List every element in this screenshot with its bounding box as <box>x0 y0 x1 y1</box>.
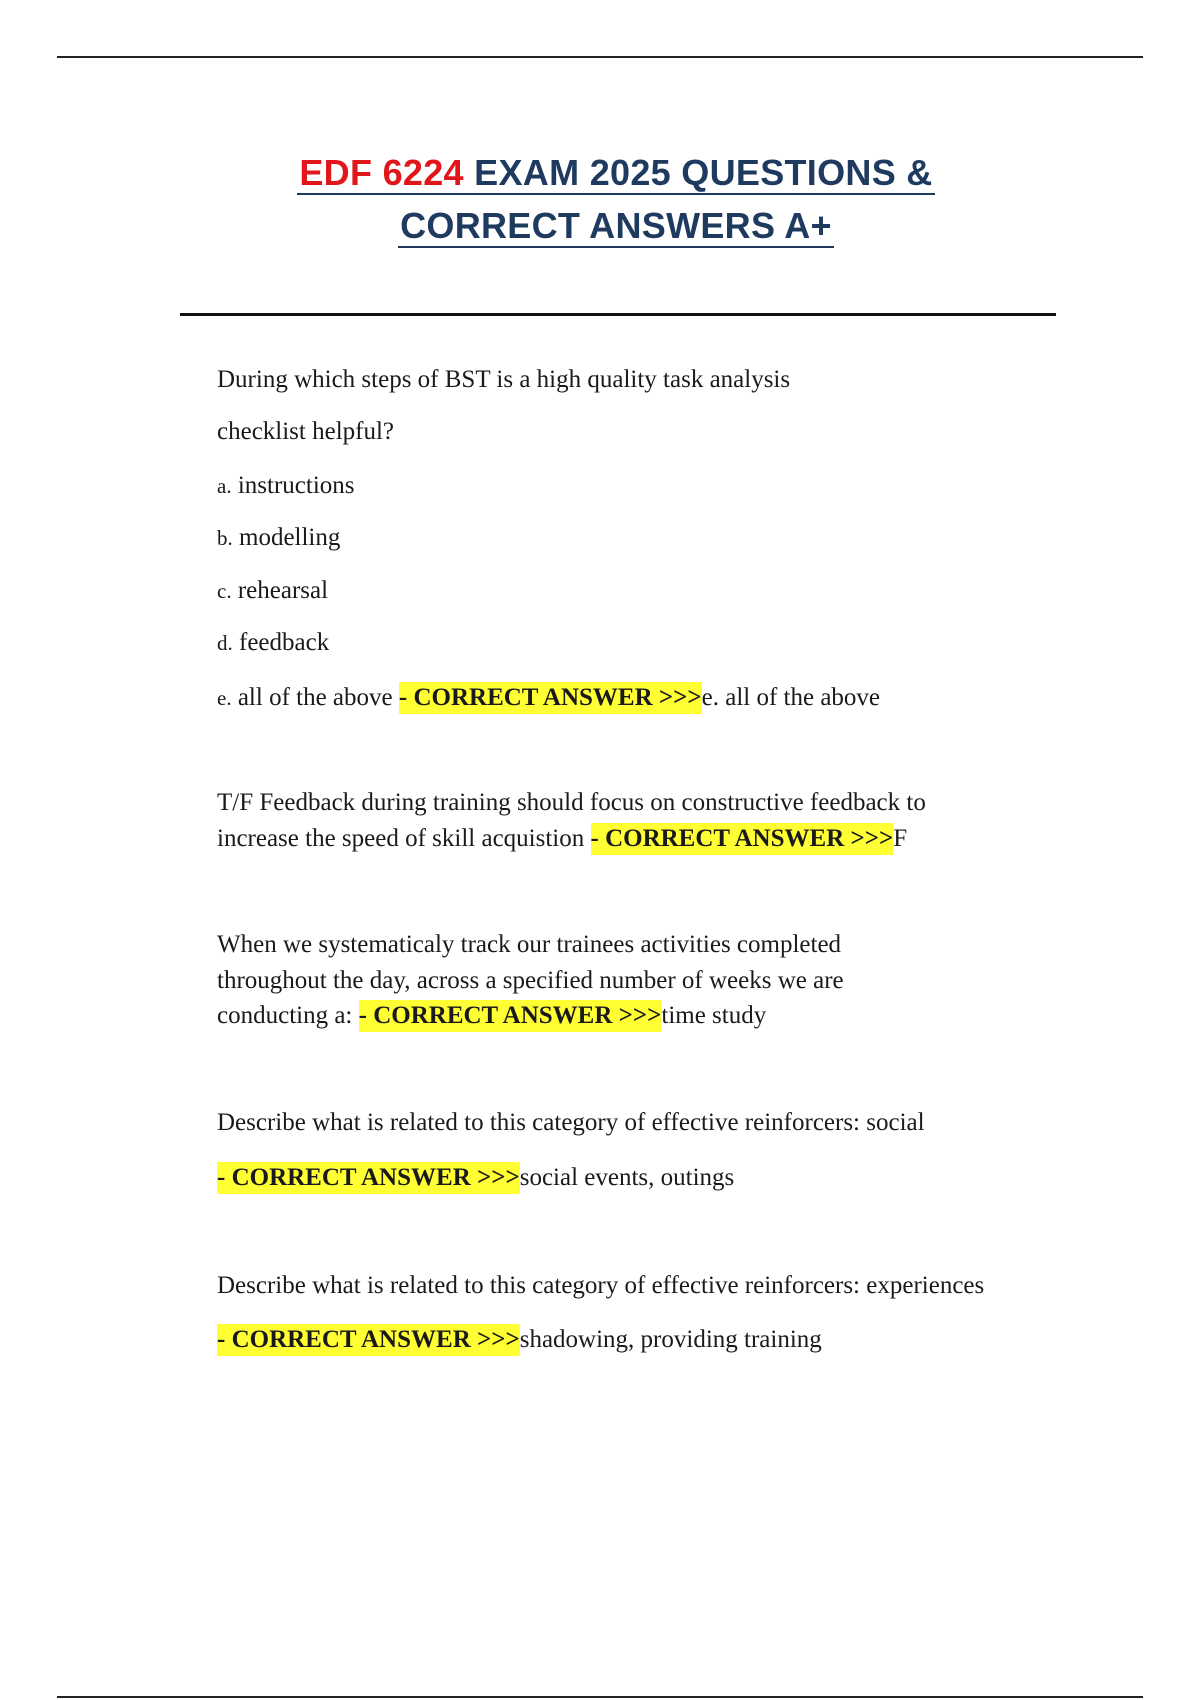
option-letter: b. <box>217 526 233 550</box>
option-text: all of the above <box>231 684 399 711</box>
answer-text: e. all of the above <box>701 684 881 711</box>
q3-line-1: When we systematicaly track our trainees activities completed <box>217 931 842 958</box>
page-top-rule <box>57 56 1143 58</box>
correct-answer-marker: - CORRECT ANSWER >>> <box>399 682 702 714</box>
q1-option-a <box>217 468 355 504</box>
question-text: conducting a: <box>217 1002 359 1029</box>
answer-text: time study <box>661 1002 767 1029</box>
answer-text: shadowing, providing training <box>519 1326 822 1353</box>
option-text: feedback <box>232 629 330 656</box>
q5-line-1: Describe what is related to this category of effective reinforcers: experiences <box>217 1272 985 1299</box>
correct-answer-marker: - CORRECT ANSWER >>> <box>591 823 894 855</box>
q1-option-b <box>217 520 340 556</box>
answer-text: F <box>893 825 908 852</box>
correct-answer-marker: - CORRECT ANSWER >>> <box>359 1000 662 1032</box>
q4-answer-line <box>217 1160 734 1196</box>
q3-line-2: throughout the day, across a specified number of weeks we are <box>217 967 844 994</box>
q4-line-1: Describe what is related to this category of effective reinforcers: social <box>217 1109 925 1136</box>
correct-answer-marker: - CORRECT ANSWER >>> <box>217 1162 520 1194</box>
page-bottom-rule <box>57 1696 1143 1698</box>
q3-line-3 <box>217 998 766 1034</box>
q2-line-1: T/F Feedback during training should focus on constructive feedback to <box>217 789 926 816</box>
option-letter: d. <box>217 631 233 655</box>
option-text: instructions <box>231 472 355 499</box>
title-divider <box>180 313 1056 316</box>
title-line-1-text: EXAM 2025 QUESTIONS & <box>463 152 933 193</box>
q1-line-2: checklist helpful? <box>217 418 395 445</box>
document-title <box>0 146 1200 252</box>
answer-text: social events, outings <box>519 1164 735 1191</box>
option-text: modelling <box>232 524 341 551</box>
course-code: EDF 6224 <box>299 152 464 193</box>
q1-option-e <box>217 680 880 716</box>
q1-option-d <box>217 625 329 661</box>
option-letter: a. <box>217 474 232 498</box>
option-letter: c. <box>217 579 232 603</box>
title-line-2: CORRECT ANSWERS A+ <box>400 205 832 246</box>
q2-line-2 <box>217 821 907 857</box>
q5-answer-line <box>217 1322 822 1358</box>
option-letter: e. <box>217 686 232 710</box>
correct-answer-marker: - CORRECT ANSWER >>> <box>217 1324 520 1356</box>
title-line-1 <box>297 153 934 195</box>
question-text: increase the speed of skill acquistion <box>217 825 591 852</box>
q1-option-c <box>217 573 328 609</box>
option-text: rehearsal <box>231 577 329 604</box>
q1-line-1: During which steps of BST is a high quality task analysis <box>217 366 791 393</box>
